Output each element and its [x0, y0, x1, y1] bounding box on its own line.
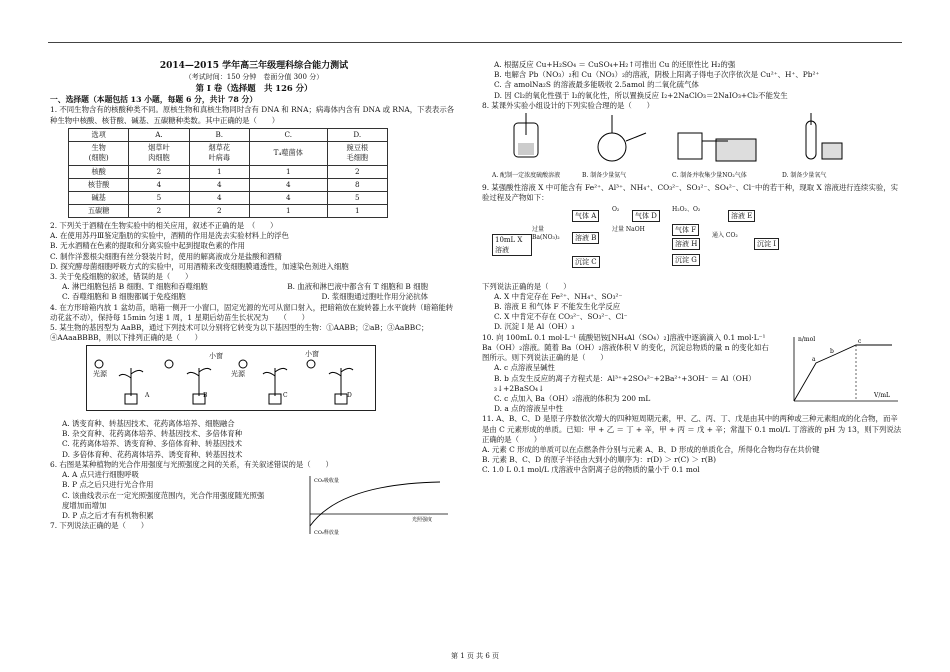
flow-naoh: 过量 NaOH	[612, 225, 645, 233]
point-label: a	[812, 355, 816, 363]
q9-option-d: D. 沉淀 I 是 Al（OH）₃	[494, 322, 575, 332]
table-cell: 豌豆根 毛细胞	[327, 141, 387, 165]
point-label: b	[830, 347, 834, 355]
q3-options-row1	[50, 282, 458, 292]
q10-option-c: C. c 点加入 Ba（OH）₂溶液的体积为 200 mL	[494, 393, 651, 403]
graph-ylabel: CO₂吸收量	[314, 477, 339, 484]
panel-b	[159, 348, 229, 406]
flow-h2o2: H₂O₂、O₂	[672, 205, 701, 213]
section-heading: 一、选择题（本题包括 13 小题，每题 6 分，共计 78 分）	[50, 94, 258, 104]
light-label: 光源	[231, 370, 245, 379]
flow-co2: 通入 CO₂	[712, 231, 738, 239]
question-6-stem: 6. 右图是某种植物的光合作用强度与光照强度之间的关系，有关叙述错误的是（ ）	[50, 459, 333, 469]
table-cell: D.	[327, 128, 387, 141]
point-label: c	[858, 337, 862, 345]
q5-option-b: B. 杂交育种、花药离体培养、转基因技术、多倍体育种	[62, 429, 243, 439]
caption-b: B. 制备少量氨气	[582, 172, 627, 180]
gas-collection-icon	[672, 113, 762, 169]
table-row	[69, 141, 388, 165]
q10-option-b: B. b 点发生反应的离子方程式是：Al³⁺+2SO₄²⁻+2Ba²⁺+3OH⁻ ＝ Al（OH）₃↓+2BaSO₄↓	[494, 373, 756, 393]
question-9-ask: 下列说法正确的是（ ）	[482, 281, 571, 291]
table-cell: 2	[129, 204, 189, 217]
flow-start: 10mL X溶液	[492, 234, 532, 256]
exam-info: （考试时间：150 分钟 卷面分值 300 分）	[184, 73, 324, 82]
table-cell: T₄噬菌体	[249, 141, 327, 165]
table-cell: 碱基	[69, 191, 129, 204]
q3-options-row2	[50, 292, 458, 302]
q10-option-a: A. c 点溶液呈碱性	[494, 363, 555, 373]
q10-option-d: D. a 点的溶液呈中性	[494, 404, 563, 414]
panel-d	[301, 348, 371, 406]
q11-option-b: B. 元素 B、C、D 的原子半径由大到小的顺序为：r(D) ＞ r(C) ＞ r(B)	[482, 455, 716, 465]
q5-option-c: C. 花药离体培养、诱变育种、多倍体育种、转基因技术	[62, 439, 243, 449]
q7-option-b: B. 电解含 Pb（NO₃）₂和 Cu（NO₃）₂的溶液，阴极上阳离子得电子次序依次是 Cu²⁺、H⁺、Pb²⁺	[494, 70, 820, 80]
graph-neg-label: CO₂释放量	[314, 529, 339, 536]
q3-option-a: A. 淋巴细胞包括 B 细胞、T 细胞和吞噬细胞	[62, 282, 208, 292]
page-title: 2014—2015 学年高三年级理科综合能力测试	[159, 61, 349, 71]
apparatus-d	[782, 113, 852, 181]
table-cell: 烟草花 叶病毒	[189, 141, 249, 165]
window-label: 小窗	[305, 350, 319, 359]
apparatus-c	[672, 113, 762, 181]
panel-letter: C	[283, 392, 288, 400]
panel-c	[231, 348, 301, 406]
table-cell: 5	[129, 191, 189, 204]
table-cell: 2	[129, 165, 189, 178]
panel-letter: B	[203, 392, 208, 400]
q6-option-d: D. P 点之后才有有机物积累	[62, 511, 154, 520]
table-cell: 4	[249, 178, 327, 191]
q7-option-c: C. 含 amolNa₂S 的溶液最多能吸收 2.5amol 的二氧化硫气体	[494, 80, 699, 90]
table-cell: 核苷酸	[69, 178, 129, 191]
question-4-stem: 4. 在方形暗箱内放 1 盆幼苗，暗箱一侧开一小窗口，固定光源的光可从窗口射入，把暗箱放在旋转器上水平旋转（暗箱能转动花盆不动），保持每 15min 匀速 1 周，1 星期后幼苗生长状况为 （ ）	[50, 302, 454, 322]
flask-icon	[582, 113, 652, 169]
q5-option-d: D. 多倍体育种、花药离体培养、诱变育种、转基因技术	[62, 449, 243, 459]
question-9-stem: 9. 某强酸性溶液 X 中可能含有 Fe²⁺、Al³⁺、NH₄⁺、CO₃²⁻、SO₃²⁻、SO₄²⁻、Cl⁻中的若干种，现取 X 溶液进行连续实验，实验过程及产物如下：	[482, 183, 899, 203]
flow-sol-b: 溶液 B	[572, 232, 599, 244]
table-cell: 4	[129, 178, 189, 191]
question-10-stem: 10. 向 100mL 0.1 mol·L⁻¹ 硫酸铝铵[NH₄Al（SO₄）₂]溶液中逐滴滴入 0.1 mol·L⁻¹ Ba（OH）₂溶液。随着 Ba（OH）₂溶液体积 V 的变化，沉淀总物质的量 n 的变化如右图所示。则下列说法正确的是（ ）	[482, 332, 769, 363]
precipitate-graph	[782, 333, 900, 405]
window-label: 小窗	[209, 352, 223, 361]
q6-option-c: C. 该曲线表示在一定光照强度范围内，光合作用强度随光照强度增加而增加	[62, 490, 265, 510]
light-label: 光源	[93, 370, 107, 379]
flow-prec-c: 沉淀 C	[572, 256, 600, 268]
table-cell: 2	[327, 165, 387, 178]
apparatus-b	[582, 113, 652, 181]
apparatus-a	[492, 113, 562, 181]
q5-block	[50, 323, 458, 419]
flow-reagent1: 过量 Ba(NO₃)₂	[532, 225, 560, 241]
flow-sol-e: 溶液 E	[728, 210, 755, 222]
table-cell: 1	[249, 165, 327, 178]
q7-option-a: A. 根据反应 Cu+H₂SO₄ ＝ CuSO₄+H₂↑可推出 Cu 的还原性比 H₂的强	[494, 60, 736, 69]
q7-option-d: D. 因 Cl₂的氧化性强于 I₂的氧化性，所以置换反应 I₂+2NaClO₃＝2NaIO₃+Cl₂不能发生	[494, 90, 788, 100]
table-cell: 生物 (细胞)	[69, 141, 129, 165]
graph-ylabel: n/mol	[798, 335, 816, 343]
table-row	[69, 191, 388, 204]
flow-o2: O₂	[612, 205, 620, 213]
flow-gas-a: 气体 A	[572, 210, 599, 222]
q3-option-b: B. 血液和淋巴液中都含有 T 细胞和 B 细胞	[287, 282, 428, 292]
flow-prec-g: 沉淀 G	[672, 254, 700, 266]
table-cell: 1	[327, 204, 387, 217]
table-cell: A.	[129, 128, 189, 141]
right-column	[482, 60, 902, 476]
caption-d: D. 制备少量氧气	[782, 172, 827, 180]
reaction-flowchart	[492, 206, 902, 280]
question-7-stem: 7. 下列说法正确的是（ ）	[50, 521, 149, 531]
seedling-figure	[86, 345, 376, 411]
caption-a: A. 配制一定浓度硫酸溶液	[492, 172, 561, 180]
table-row	[69, 204, 388, 217]
q9-option-c: C. X 中肯定不存在 CO₃²⁻、SO₃²⁻、Cl⁻	[494, 312, 628, 322]
question-11-stem: 11. A、B、C、D 是原子序数依次增大的四种短周期元素，甲、乙、丙、丁、戊是由其中的两种或三种元素组成的化合物，而辛是由 C 元素形成的单质。已知：甲 + 乙 ＝ 丁 + 辛，甲 + 丙 ＝ 戊 + 辛；常温下 0.1 mol/L 丁溶液的 pH 为 13，则下列说法正确的是（ ）	[482, 414, 902, 444]
graph-xlabel: V/mL	[874, 391, 891, 399]
q9-option-b: B. 溶液 E 和气体 F 不能发生化学反应	[494, 301, 621, 311]
table-cell: 4	[189, 191, 249, 204]
flow-gas-f: 气体 F	[672, 224, 699, 236]
flask-icon	[492, 113, 562, 169]
caption-c: C. 制备并收集少量NO₂气体	[672, 172, 747, 180]
q3-option-c: C. 吞噬细胞和 B 细胞都属于免疫细胞	[62, 292, 186, 302]
table-row	[69, 178, 388, 191]
table-row	[69, 165, 388, 178]
question-1-table	[68, 128, 388, 218]
panel-letter: D	[347, 392, 352, 400]
q11-option-a: A. 元素 C 形成的单质可以在点燃条件分别与元素 A、B、D 形成的单质化合，所得化合物均存在共价键	[482, 445, 820, 455]
q2-option-a: A. 在使用苏丹Ⅲ鉴定脂肪的实验中，酒精的作用是洗去实验材料上的浮色	[50, 231, 289, 241]
table-cell: 8	[327, 178, 387, 191]
q5-option-a: A. 诱变育种、转基因技术、花药离体培养、细胞融合	[62, 419, 235, 429]
table-cell: 4	[249, 191, 327, 204]
table-cell: 选项	[69, 128, 129, 141]
table-cell: C.	[249, 128, 327, 141]
table-cell: B.	[189, 128, 249, 141]
question-3-stem: 3. 关于免疫细胞的叙述，错误的是（ ）	[50, 271, 193, 281]
table-cell: 2	[189, 204, 249, 217]
table-cell: 4	[189, 178, 249, 191]
table-header-row	[69, 128, 388, 141]
left-column	[50, 60, 458, 536]
q11-option-c: C. 1.0 L 0.1 mol/L 戊溶液中含阴离子总的物质的量小于 0.1 mol	[482, 465, 700, 475]
top-rule	[48, 42, 902, 43]
table-cell: 五碳糖	[69, 204, 129, 217]
test-tube-icon	[782, 113, 852, 169]
question-5-stem: 5. 某生物的基因型为 AaBB，通过下列技术可以分别将它转变为以下基因型的生物：①AABB；②aB；③AaBBC；④AAaaBBBB，则以下排列正确的是（ ）	[50, 323, 429, 343]
q6-option-a: A. A 点只进行细胞呼吸	[62, 470, 139, 480]
q2-option-d: D. 探究酵母菌细胞呼吸方式的实验中，可用酒精来改变细胞膜通透性，加速染色剂进入细胞	[50, 261, 349, 271]
flow-gas-d: 气体 D	[632, 210, 660, 222]
paper-section-heading: 第 I 卷（选择题 共 126 分）	[195, 83, 313, 94]
lab-apparatus-figure	[492, 113, 902, 181]
flow-sol-h: 溶液 H	[672, 238, 700, 250]
question-2-stem: 2. 下列关于酒精在生物实验中的相关应用，叙述不正确的是 （ ）	[50, 220, 278, 230]
q2-option-b: B. 无水酒精在色素的提取和分离实验中起到提取色素的作用	[50, 241, 245, 251]
q2-option-c: C. 制作洋葱根尖细胞有丝分裂装片时，使用的解离液成分是盐酸和酒精	[50, 251, 282, 261]
question-1-stem: 1. 不同生物含有的核酸种类不同。原核生物和真核生物同时含有 DNA 和 RNA；病毒体内含有 DNA 或 RNA，下表表示各种生物中核酸、核苷酸、碱基、五碳糖种类数。其中正确的是（ ）	[50, 105, 455, 125]
graph-xlabel: 光照强度	[412, 516, 433, 523]
panel-a	[89, 348, 159, 406]
question-8-stem: 8. 某课外实验小组设计的下列实验合理的是（ ）	[482, 100, 654, 110]
table-cell: 1	[189, 165, 249, 178]
panel-letter: A	[145, 392, 150, 400]
photosynthesis-graph	[300, 474, 450, 536]
q10-block	[482, 333, 902, 415]
table-cell: 5	[327, 191, 387, 204]
q6-option-b: B. P 点之后只进行光合作用	[62, 480, 154, 490]
table-cell: 核酸	[69, 165, 129, 178]
flow-prec-i: 沉淀 I	[754, 238, 779, 250]
q6-options	[50, 470, 270, 521]
table-cell: 1	[249, 204, 327, 217]
page-footer: 第 1 页 共 6 页	[450, 652, 500, 660]
q9-option-a: A. X 中肯定存在 Fe²⁺、NH₄⁺、SO₃²⁻	[494, 291, 623, 301]
q3-option-d: D. 浆细胞通过胞吐作用分泌抗体	[321, 292, 428, 302]
table-cell: 烟草叶 肉细胞	[129, 141, 189, 165]
